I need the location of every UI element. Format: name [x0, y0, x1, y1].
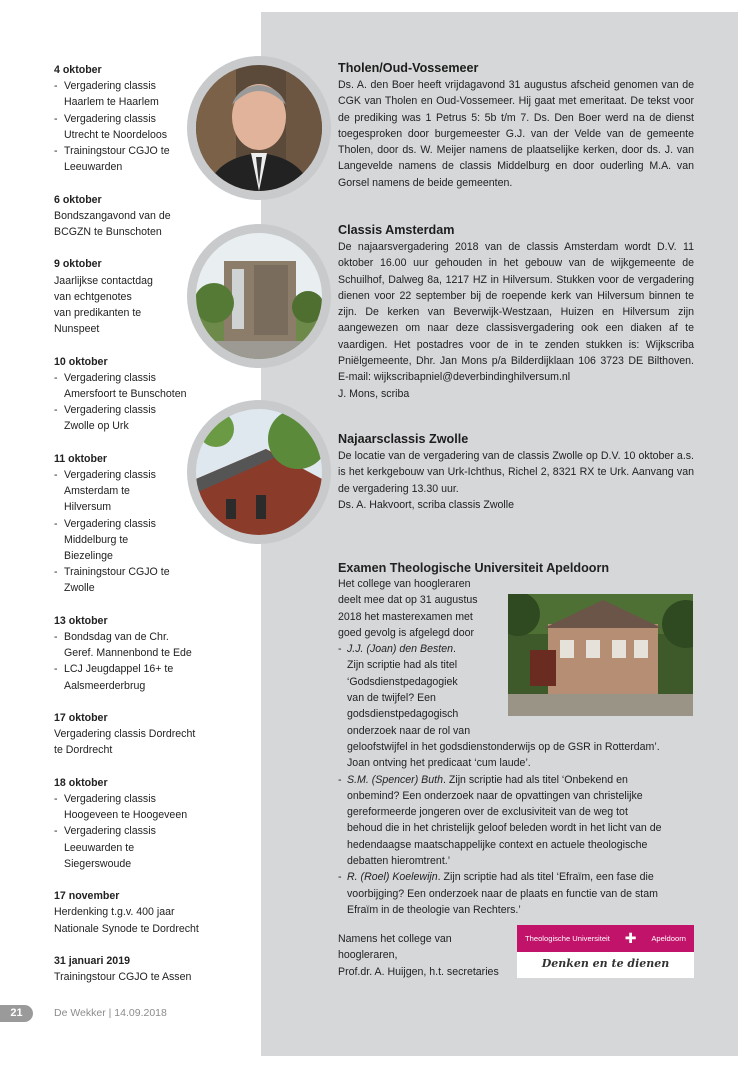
article-signature: J. Mons, scriba	[338, 387, 410, 400]
agenda-item: - Vergadering classis Amersfoort te Bunschoten	[54, 370, 254, 402]
logo-mark-icon: ✚	[624, 930, 637, 946]
agenda-entry	[54, 775, 254, 872]
page-number: 21	[0, 1005, 33, 1022]
agenda-text: Vergadering classis Dordrecht te Dordrecht	[54, 728, 196, 757]
article-body: De locatie van de vergadering van de classis Zwolle op D.V. 10 oktober a.s. is het kerkgebouw van Urk-Ichthus, Richel 2, 8321 RX te Urk. Aanvang van de vergadering 13.30 uur.	[338, 450, 694, 495]
church-hilversum-photo	[196, 233, 322, 359]
article-tholen	[338, 60, 694, 191]
logo-bar	[517, 925, 694, 952]
logo-left-text: Theologische Universiteit	[525, 934, 610, 943]
church-urk-photo	[196, 409, 322, 535]
agenda-item: - Vergadering classis Zwolle op Urk	[54, 402, 254, 434]
exam-intro: Het college van hoogleraren deelt mee dat op 31 augustus 2018 het masterexamen met goed gevolg is afgelegd door	[338, 578, 478, 639]
article-title: Examen Theologische Universiteit Apeldoorn	[338, 561, 610, 575]
photo-frame-church-urk	[187, 400, 331, 544]
agenda-item: - LCJ Jeugdappel 16+ te Aalsmeerderbrug	[54, 661, 254, 693]
graduate-thesis: . Zijn scriptie had als titel ‘Godsdienstpedagogiek van de twijfel? Een godsdienstpedagogisch onderzoek naar de rol van geloofstwijfel in het godsdienstonderwijs op de GSR in Rotterdam’. Joan ontving het predicaat ‘cum laude’.	[347, 643, 660, 770]
graduate-thesis: . Zijn scriptie had als titel ‘Efraïm, een fase die voorbijging? Een onderzoek naar de plaats en functie van de stam Efraïm in de theologie van Rechters.’	[347, 871, 658, 916]
agenda-date: 4 oktober	[54, 64, 102, 76]
agenda-item: - Vergadering classis Utrecht te Noordeloos	[54, 111, 254, 143]
article-body: De najaarsvergadering 2018 van de classis Amsterdam wordt D.V. 11 oktober 16.00 uur gehouden in het gebouw van de wijkgemeente de Schuilhof, Dalweg 8a, 1217 HZ in Hilversum. Stukken voor de vergadering dienen voor 22 september bij de roepende kerk van Hilversum binnen te zijn. De kerken van Beverwijk-Westzaan, Huizen en Hilversum zijn aangewezen om naar deze classisvergadering ook een diaken af te vaardigen. Het postadres voor de in te zenden stukken is: Wijkscriba Pniëlgemeente, Dhr. Jan Mons p/a Bilderdijklaan 106 3723 DE Bilthoven. E-mail: wijkscribapniel@deverbindinghilversum.nl	[338, 241, 694, 384]
agenda-item: - Trainingstour CGJO te Zwolle	[54, 564, 254, 596]
agenda-text: Jaarlijkse contactdag van echtgenotes van predikanten te Nunspeet	[54, 274, 153, 336]
agenda-item: - Vergadering classis Leeuwarden te Siegerswoude	[54, 823, 254, 872]
publication-info: De Wekker | 14.09.2018	[54, 1007, 167, 1019]
agenda-date: 13 oktober	[54, 614, 108, 627]
agenda-date: 31 januari 2019	[54, 955, 130, 968]
agenda-date: 10 oktober	[54, 355, 108, 368]
article-title: Classis Amsterdam	[338, 223, 455, 237]
logo-tagline: Denken en te dienen	[541, 957, 670, 970]
exam-graduate	[338, 869, 698, 918]
agenda-entry	[54, 888, 254, 937]
article-title: Tholen/Oud-Vossemeer	[338, 61, 479, 75]
agenda-item: - Vergadering classis Haarlem te Haarlem	[54, 78, 254, 110]
agenda-date: 6 oktober	[54, 193, 102, 206]
graduate-name: S.M. (Spencer) Buth	[347, 773, 443, 786]
exam-signoff: Namens het college van hoogleraren, Prof.dr. A. Huijgen, h.t. secretaries	[338, 933, 499, 978]
agenda-text: Herdenking t.g.v. 400 jaar Nationale Synode te Dordrecht	[54, 906, 199, 935]
agenda-item: - Vergadering classis Amsterdam te Hilversum	[54, 467, 254, 516]
photo-frame-church-hilversum	[187, 224, 331, 368]
portrait-photo	[196, 65, 322, 191]
tua-logo	[517, 925, 694, 978]
agenda-item: - Trainingstour CGJO te Leeuwarden	[54, 143, 254, 175]
article-classis-amsterdam	[338, 222, 694, 402]
agenda-entry	[54, 710, 254, 759]
article-najaarsclassis-zwolle	[338, 431, 694, 513]
agenda-date: 17 november	[54, 890, 120, 903]
logo-right-text: Apeldoorn	[651, 934, 686, 943]
article-signature: Ds. A. Hakvoort, scriba classis Zwolle	[338, 498, 515, 511]
agenda-item: - Vergadering classis Hoogeveen te Hoogeveen	[54, 791, 254, 823]
agenda-date: 9 oktober	[54, 258, 102, 271]
graduate-name: J.J. (Joan) den Besten	[347, 643, 453, 656]
university-building-photo	[508, 594, 693, 716]
article-body: Ds. A. den Boer heeft vrijdagavond 31 augustus afscheid genomen van de CGK van Tholen en Oud-Vossemeer. Hij gaat met emeritaat. De tekst voor de prediking was 1 Petrus 5: 5b t/m 7. Ds. Den Boer werd na de dienst toegesproken door burgemeester G.J. van der Velde van de gemeente Tholen, door ds. W. Meijer namens de plaatselijke kerken, door ds. J. van Langevelde namens de classis Middelburg en door ouderling M.A. van Gorsel namens de beide gemeenten.	[338, 79, 694, 189]
agenda-date: 18 oktober	[54, 776, 108, 789]
agenda-text: Trainingstour CGJO te Assen	[54, 971, 192, 984]
exam-graduate	[338, 772, 698, 870]
graduate-name: R. (Roel) Koelewijn	[347, 871, 438, 884]
agenda-date: 11 oktober	[54, 452, 107, 465]
agenda-date: 17 oktober	[54, 712, 108, 725]
agenda-item: - Vergadering classis Middelburg te Biezelinge	[54, 516, 254, 565]
article-title: Najaarsclassis Zwolle	[338, 432, 469, 446]
agenda-item: - Bondsdag van de Chr. Geref. Mannenbond te Ede	[54, 629, 254, 661]
graduate-thesis: . Zijn scriptie had als titel ‘Onbekend en onbemind? Een onderzoek naar de opvattingen van christelijke gereformeerde jongeren over de exclusiviteit van de weg tot behoud die in het christelijk geloof beleden wordt in het licht van de hedendaagse maatschappelijke context en actuele theologische debatten hieromtrent.’	[347, 773, 662, 868]
agenda-entry	[54, 613, 254, 694]
agenda-text: Bondszangavond van de BCGZN te Bunschoten	[54, 209, 171, 239]
photo-frame-portrait	[187, 56, 331, 200]
page-footer	[0, 1004, 167, 1022]
agenda-entry	[54, 953, 254, 985]
